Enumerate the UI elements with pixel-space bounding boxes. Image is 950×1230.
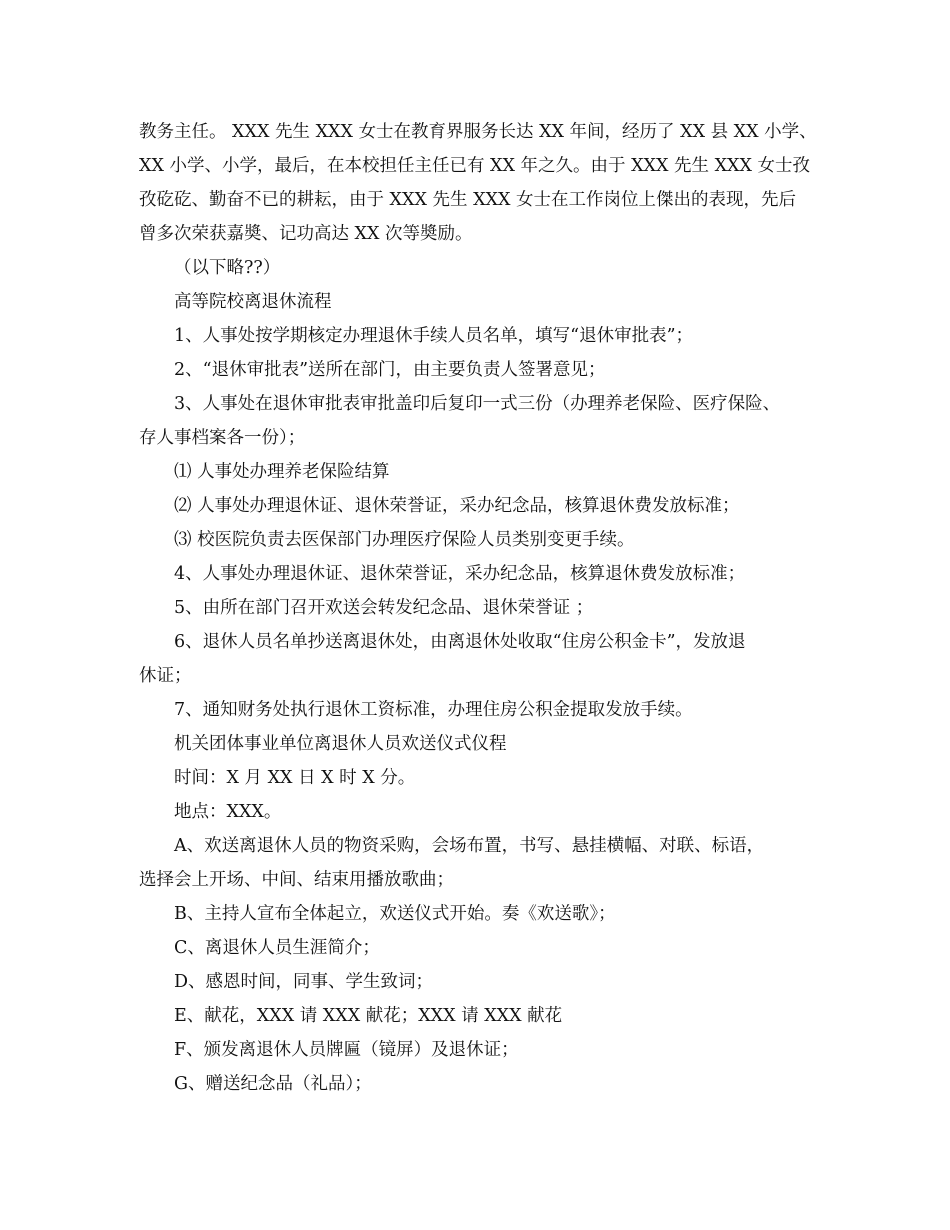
list-item-continuation: 选择会上开场、中间、结束用播放歌曲； [139, 870, 454, 890]
list-item: D、感恩时间，同事、学生致词； [174, 972, 434, 992]
list-item: C、离退休人员生涯简介； [174, 938, 380, 958]
sub-list-item: ⑴ 人事处办理养老保险结算 [174, 462, 390, 482]
list-item: G、赠送纪念品（礼品）； [174, 1074, 372, 1094]
list-item-continuation: 休证； [139, 666, 192, 686]
text-line: XX 小学、小学，最后，在本校担任主任已有 XX 年之久。由于 XXX 先生 XXX 女士孜 [139, 156, 811, 176]
list-item: F、颁发离退休人员牌匾（镜屏）及退休证； [174, 1040, 519, 1060]
section-heading: 高等院校离退休流程 [174, 292, 332, 312]
list-item: 6、退休人员名单抄送离退休处，由离退休处收取“住房公积金卡”，发放退 [174, 632, 746, 652]
sub-list-item: ⑵ 人事处办理退休证、退休荣誉证，采办纪念品，核算退休费发放标准； [174, 496, 740, 516]
list-item-continuation: 存人事档案各一份）； [139, 428, 306, 448]
text-line: 教务主任。 XXX 先生 XXX 女士在教育界服务长达 XX 年间，经历了 XX 县 XX 小学、 [139, 122, 817, 142]
location-line: 地点：XXX。 [174, 802, 282, 822]
list-item: 3、人事处在退休审批表审批盖印后复印一式三份（办理养老保险、医疗保险、 [174, 394, 781, 414]
text-line: （以下略??） [174, 258, 281, 278]
document-body [139, 115, 819, 1101]
list-item: 7、通知财务处执行退休工资标准，办理住房公积金提取发放手续。 [174, 700, 693, 720]
list-item: B、主持人宣布全体起立，欢送仪式开始。奏《欢送歌》； [174, 904, 616, 924]
list-item: 1、人事处按学期核定办理退休手续人员名单，填写“退休审批表”； [174, 326, 694, 346]
text-line: 曾多次荣获嘉奬、记功高达 XX 次等奬励。 [139, 224, 473, 244]
time-line: 时间：X 月 XX 日 X 时 X 分。 [174, 768, 416, 788]
list-item: 4、人事处办理退休证、退休荣誉证，采办纪念品，核算退休费发放标准； [174, 564, 746, 584]
list-item: 5、由所在部门召开欢送会转发纪念品、退休荣誉证 ； [174, 598, 594, 618]
section-heading: 机关团体事业单位离退休人员欢送仪式仪程 [174, 734, 507, 754]
text-line: 孜矻矻、勤奋不已的耕耘，由于 XXX 先生 XXX 女士在工作岗位上傑出的表现，先后 [139, 190, 796, 210]
list-item: A、欢送离退休人员的物资采购，会场布置，书写、悬挂横幅、对联、标语， [174, 836, 765, 856]
sub-list-item: ⑶ 校医院负责去医保部门办理医疗保险人员类别变更手续。 [174, 530, 635, 550]
list-item: 2、“退休审批表”送所在部门，由主要负责人签署意见； [174, 360, 606, 380]
list-item: E、献花，XXX 请 XXX 献花；XXX 请 XXX 献花 [174, 1006, 563, 1026]
